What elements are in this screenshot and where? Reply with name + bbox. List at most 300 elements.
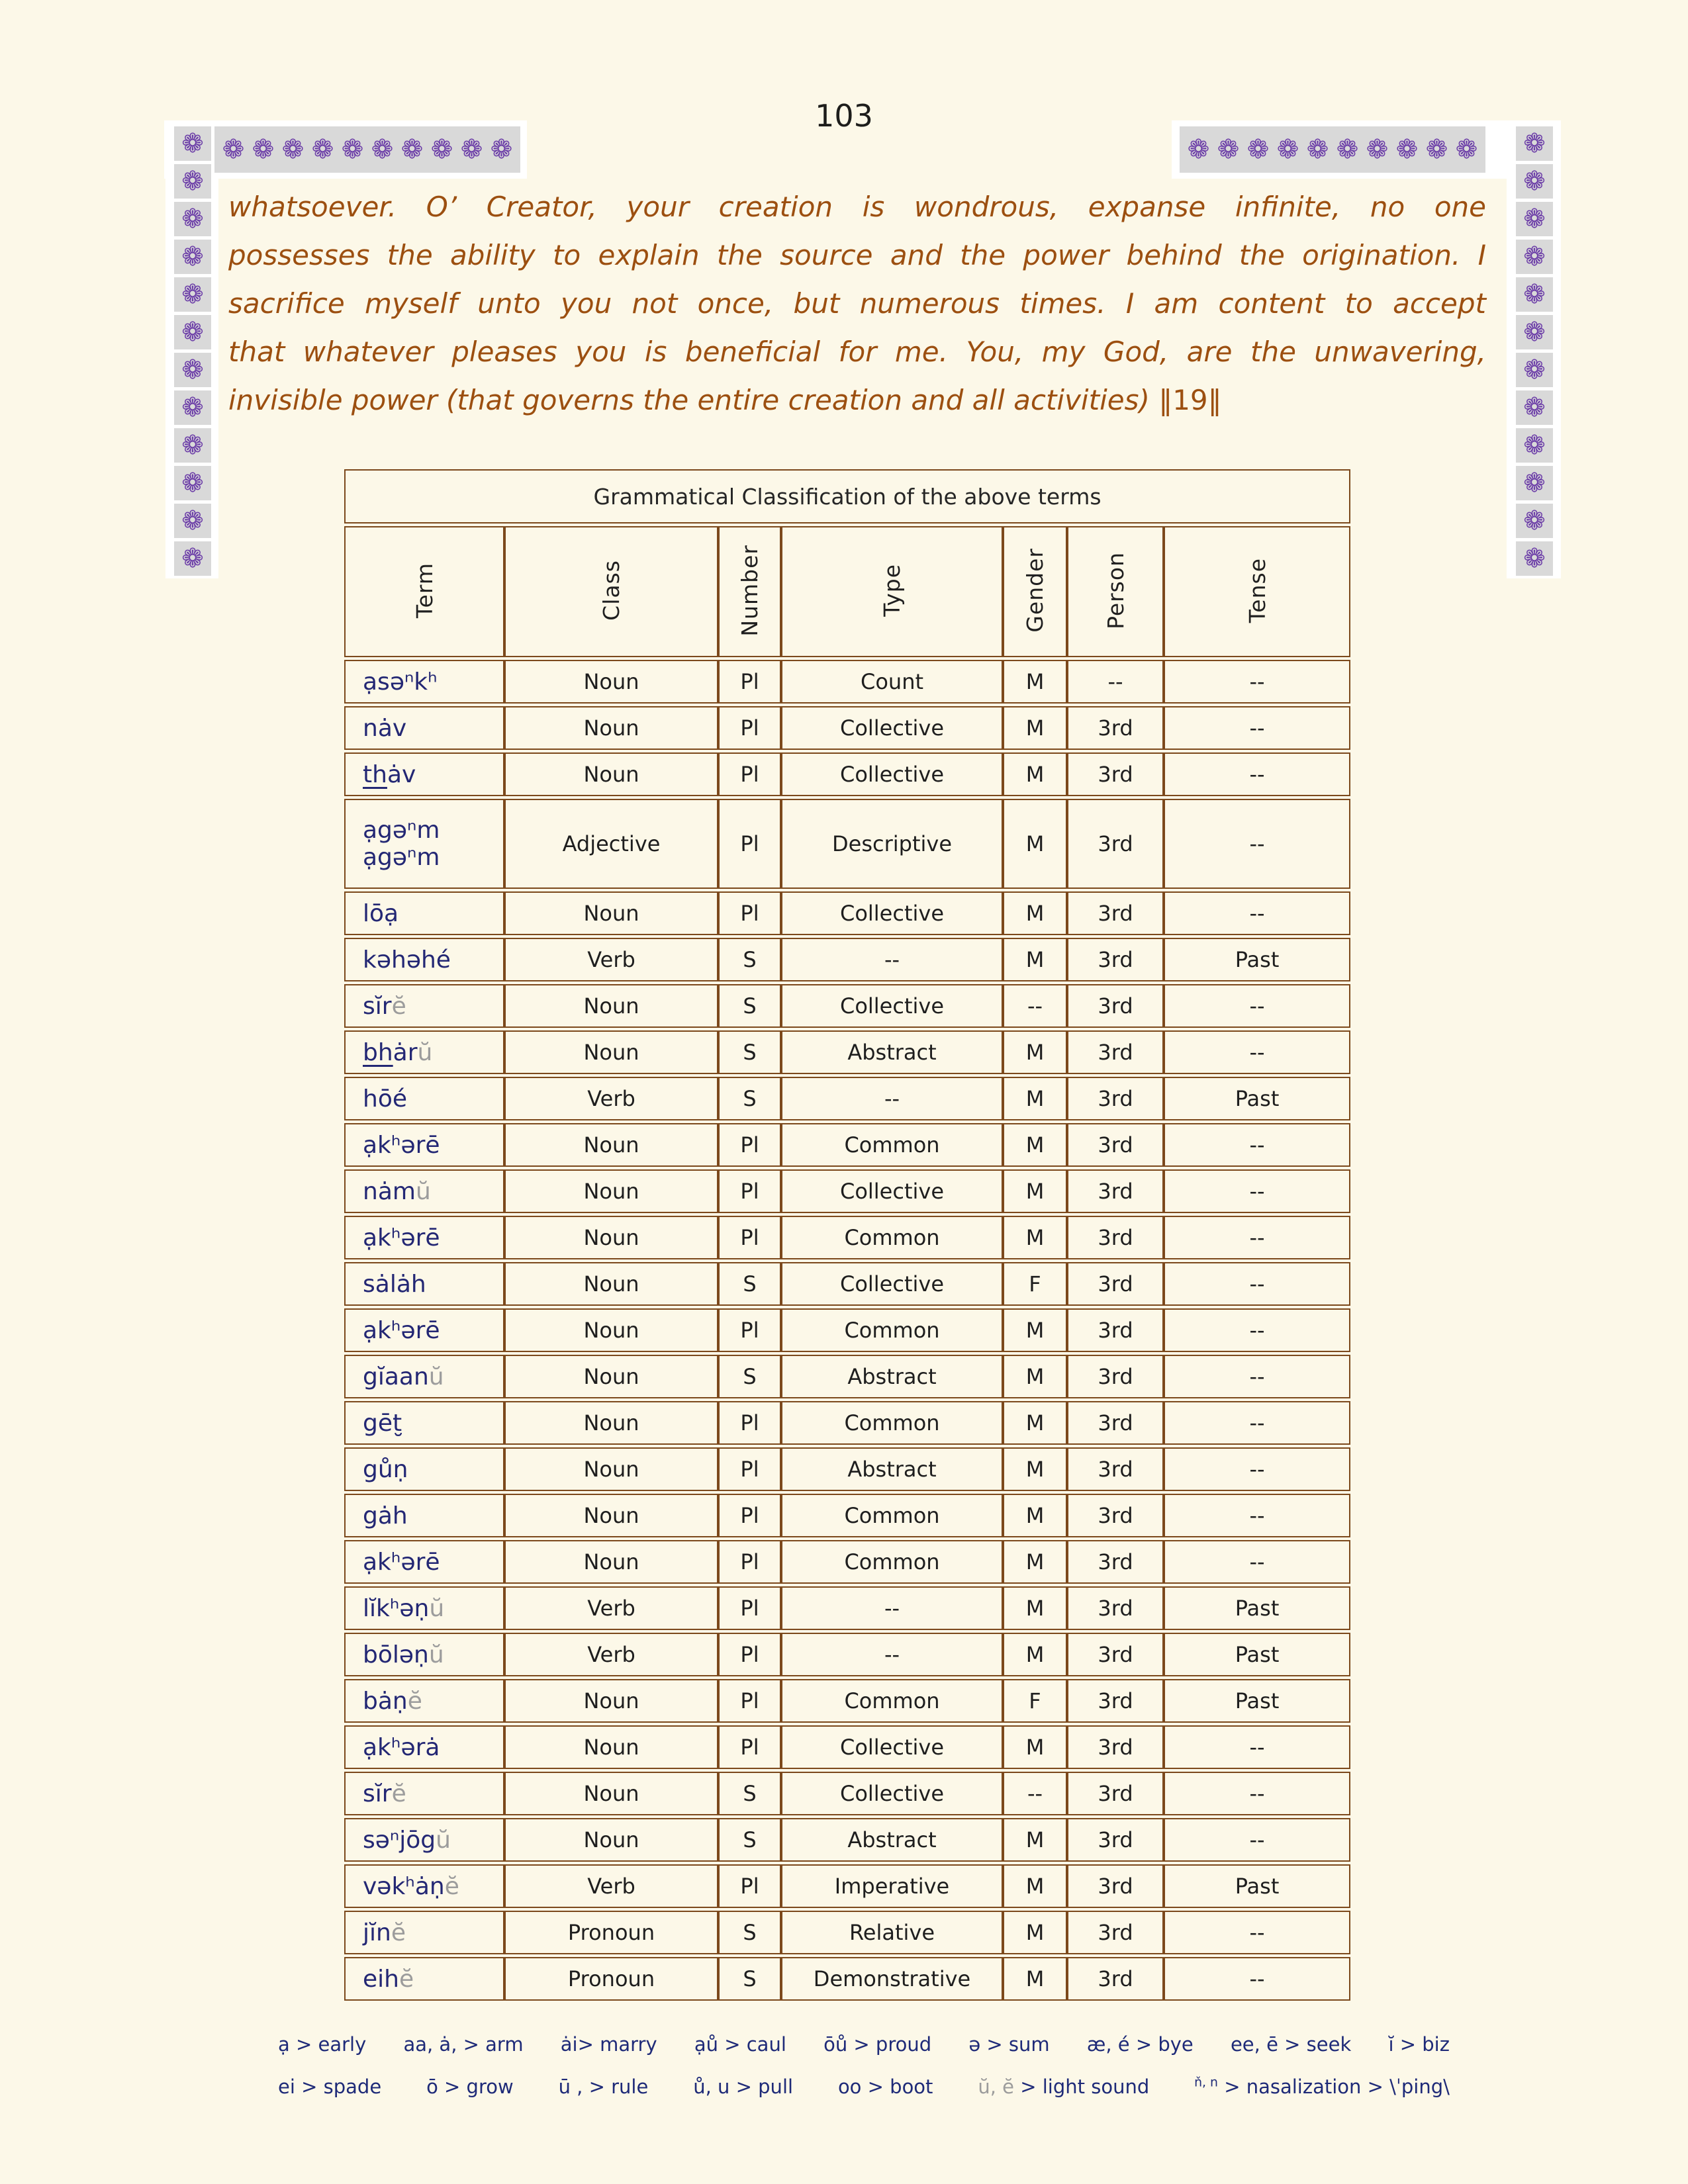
cell-term: [344, 1679, 504, 1723]
cell-type: --: [781, 938, 1003, 981]
text-segment: ū , > rule: [558, 2075, 649, 2098]
cell-term: [344, 1772, 504, 1815]
text-segment: ạkʰərē: [363, 1131, 440, 1159]
paragraph-line: [228, 376, 1486, 424]
page-number: 103: [815, 98, 873, 134]
cell-person: 3rd: [1067, 1818, 1164, 1862]
text-segment: ŭ: [429, 1594, 445, 1622]
cell-tense: --: [1164, 1772, 1350, 1815]
table-row: [344, 1818, 1350, 1862]
text-segment: gĭaan: [363, 1363, 429, 1390]
text-segment: ȧi> marry: [560, 2033, 657, 2056]
cell-gender: M: [1003, 1633, 1067, 1676]
flower-icon: ❁: [1217, 134, 1240, 165]
table-row: [344, 1494, 1350, 1537]
cell-gender: M: [1003, 1911, 1067, 1954]
cell-person: 3rd: [1067, 799, 1164, 889]
cell-tense: --: [1164, 799, 1350, 889]
text-segment: ĕ: [391, 1919, 406, 1946]
text-segment: lĭkʰəṇ: [363, 1594, 430, 1622]
text-segment: ee, ē > seek: [1230, 2033, 1352, 2056]
cell-term: [344, 1169, 504, 1213]
text-segment: nȧm: [363, 1177, 416, 1205]
cell-gender: M: [1003, 1169, 1067, 1213]
table-row: [344, 1123, 1350, 1167]
text-segment: ạ > early: [278, 2033, 367, 2056]
cell-class: Noun: [504, 891, 718, 935]
cell-type: Imperative: [781, 1864, 1003, 1908]
column-header-class: Class: [504, 526, 718, 657]
cell-tense: --: [1164, 1818, 1350, 1862]
table-header-row: [344, 526, 1350, 657]
cell-term: [344, 1123, 504, 1167]
cell-class: Noun: [504, 1401, 718, 1445]
text-segment: ŭ, ĕ: [978, 2075, 1014, 2098]
paragraph-line: whatsoever. O’ Creator, your creation is wondrous, expanse infinite, no one: [228, 191, 1486, 223]
cell-term: [344, 799, 504, 889]
column-header-term: Term: [344, 526, 504, 657]
cell-number: Pl: [718, 1864, 781, 1908]
cell-type: Count: [781, 660, 1003, 704]
cell-person: 3rd: [1067, 1169, 1164, 1213]
cell-person: 3rd: [1067, 1494, 1164, 1537]
ornament-tile: [174, 315, 211, 349]
cell-type: Demonstrative: [781, 1957, 1003, 2001]
flower-icon: ❁: [1523, 317, 1546, 347]
cell-type: Common: [781, 1123, 1003, 1167]
cell-tense: Past: [1164, 1586, 1350, 1630]
cell-gender: M: [1003, 1586, 1067, 1630]
key-item: [561, 2033, 657, 2056]
flower-border-top-left: [214, 126, 520, 173]
flower-icon: ❁: [430, 134, 453, 165]
cell-term: [344, 1447, 504, 1491]
table-row: [344, 752, 1350, 796]
cell-person: 3rd: [1067, 1864, 1164, 1908]
cell-term: [344, 1957, 504, 2001]
cell-person: 3rd: [1067, 1077, 1164, 1120]
key-item: [1087, 2033, 1194, 2056]
text-segment: ō > grow: [426, 2075, 514, 2098]
cell-gender: M: [1003, 1401, 1067, 1445]
cell-term: [344, 706, 504, 750]
cell-tense: --: [1164, 752, 1350, 796]
ornament-tile: [174, 126, 211, 161]
text-segment: ŭ: [428, 1641, 444, 1668]
cell-person: 3rd: [1067, 1725, 1164, 1769]
cell-tense: --: [1164, 1911, 1350, 1954]
cell-type: Relative: [781, 1911, 1003, 1954]
cell-number: S: [718, 1355, 781, 1398]
flower-icon: ❁: [181, 204, 204, 234]
cell-person: 3rd: [1067, 984, 1164, 1028]
cell-type: --: [781, 1586, 1003, 1630]
ornament-tile: [174, 277, 211, 312]
cell-tense: --: [1164, 1540, 1350, 1584]
ornament-tile: [174, 353, 211, 387]
text-segment: th: [363, 760, 387, 788]
cell-term: [344, 1308, 504, 1352]
table-title-row: [344, 469, 1350, 523]
cell-type: Common: [781, 1216, 1003, 1259]
text-segment: > nasalization > \ˈping\: [1217, 2075, 1450, 2098]
cell-class: Noun: [504, 1494, 718, 1537]
text-segment: ȧr: [393, 1038, 418, 1066]
cell-gender: M: [1003, 1447, 1067, 1491]
text-segment: ạkʰərē: [363, 1224, 440, 1251]
cell-tense: --: [1164, 1494, 1350, 1537]
cell-class: Verb: [504, 1633, 718, 1676]
cell-class: Noun: [504, 984, 718, 1028]
cell-type: Common: [781, 1679, 1003, 1723]
cell-gender: M: [1003, 1494, 1067, 1537]
cell-tense: --: [1164, 1355, 1350, 1398]
cell-class: Noun: [504, 1355, 718, 1398]
cell-type: Collective: [781, 1169, 1003, 1213]
cell-person: 3rd: [1067, 1540, 1164, 1584]
text-segment: səⁿjōg: [363, 1826, 436, 1854]
ornament-tile: [1516, 353, 1553, 387]
flower-icon: ❁: [1336, 134, 1359, 165]
cell-gender: M: [1003, 1216, 1067, 1259]
text-segment: ĕ: [399, 1965, 414, 1993]
text-segment: ei > spade: [278, 2075, 382, 2098]
flower-icon: ❁: [1523, 242, 1546, 272]
flower-icon: ❁: [1523, 392, 1546, 423]
cell-class: Noun: [504, 1308, 718, 1352]
key-item: [838, 2075, 933, 2098]
cell-term: [344, 1725, 504, 1769]
flower-icon: ❁: [1523, 128, 1546, 159]
flower-icon: ❁: [1523, 468, 1546, 498]
cell-type: --: [781, 1077, 1003, 1120]
table-row: [344, 1216, 1350, 1259]
flower-icon: ❁: [490, 134, 513, 165]
text-segment: ŭ: [415, 1177, 431, 1205]
cell-person: 3rd: [1067, 752, 1164, 796]
cell-gender: M: [1003, 1308, 1067, 1352]
text-segment: bȧṇ: [363, 1687, 408, 1715]
flower-icon: ❁: [1276, 134, 1299, 165]
ornament-tile: [1516, 390, 1553, 425]
cell-tense: Past: [1164, 1077, 1350, 1120]
ornament-tile: [1516, 541, 1553, 576]
cell-person: 3rd: [1067, 1216, 1164, 1259]
text-segment: ŭ: [428, 1363, 444, 1390]
text-segment: sĭr: [363, 992, 392, 1020]
cell-class: Pronoun: [504, 1911, 718, 1954]
cell-person: 3rd: [1067, 938, 1164, 981]
cell-person: 3rd: [1067, 1586, 1164, 1630]
table-row: [344, 938, 1350, 981]
flower-icon: ❁: [1523, 355, 1546, 385]
text-segment: gēt̮: [363, 1409, 402, 1437]
grammar-table: [344, 467, 1350, 2003]
cell-person: --: [1067, 660, 1164, 704]
ornament-tile: [174, 541, 211, 576]
text-segment: ạů > caul: [694, 2033, 786, 2056]
table-row: [344, 1401, 1350, 1445]
column-header-number: Number: [718, 526, 781, 657]
key-item: [823, 2033, 931, 2056]
flower-icon: ❁: [1523, 543, 1546, 574]
cell-term: [344, 1633, 504, 1676]
key-item: [559, 2075, 649, 2098]
table-row: [344, 1308, 1350, 1352]
ornament-tile: [1516, 277, 1553, 312]
table-row: [344, 891, 1350, 935]
cell-tense: --: [1164, 706, 1350, 750]
text-segment: sĭr: [363, 1780, 392, 1807]
paragraph-line: possesses the ability to explain the source and the power behind the origination. I: [228, 239, 1486, 271]
text-segment: ŭ: [417, 1038, 433, 1066]
flower-border-right: [1516, 126, 1553, 576]
table-row: [344, 1077, 1350, 1120]
flower-icon: ❁: [341, 134, 364, 165]
cell-type: Common: [781, 1540, 1003, 1584]
text-segment: eih: [363, 1965, 399, 1993]
ornament-tile: [1516, 428, 1553, 463]
text-segment: ạkʰərȧ: [363, 1733, 440, 1761]
table-row: [344, 1633, 1350, 1676]
text-segment: ŭ: [436, 1826, 451, 1854]
cell-term: [344, 938, 504, 981]
cell-tense: --: [1164, 1401, 1350, 1445]
cell-gender: M: [1003, 891, 1067, 935]
cell-tense: --: [1164, 984, 1350, 1028]
cell-number: Pl: [718, 752, 781, 796]
cell-number: Pl: [718, 1586, 781, 1630]
cell-number: Pl: [718, 1216, 781, 1259]
cell-tense: --: [1164, 1262, 1350, 1306]
table-row: [344, 799, 1350, 889]
cell-number: S: [718, 938, 781, 981]
flower-icon: ❁: [181, 430, 204, 461]
cell-tense: --: [1164, 1725, 1350, 1769]
flower-icon: ❁: [1455, 134, 1478, 165]
ornament-tile: [174, 164, 211, 199]
cell-tense: Past: [1164, 1864, 1350, 1908]
table-row: [344, 984, 1350, 1028]
flower-icon: ❁: [1425, 134, 1448, 165]
cell-class: Noun: [504, 1540, 718, 1584]
cell-tense: Past: [1164, 1679, 1350, 1723]
pronunciation-key-line-2: [278, 2075, 1450, 2098]
table-row: [344, 1169, 1350, 1213]
cell-person: 3rd: [1067, 1772, 1164, 1815]
paragraph-line: sacrifice myself unto you not once, but numerous times. I am content to accept: [228, 287, 1486, 320]
cell-type: Collective: [781, 984, 1003, 1028]
cell-person: 3rd: [1067, 1633, 1164, 1676]
cell-number: S: [718, 1957, 781, 2001]
table-row: [344, 1772, 1350, 1815]
cell-class: Noun: [504, 1447, 718, 1491]
flower-icon: ❁: [1366, 134, 1389, 165]
flower-icon: ❁: [281, 134, 305, 165]
ornament-tile: [174, 428, 211, 463]
text-segment: ạsəⁿkʰ: [363, 668, 438, 696]
text-segment: ĕ: [391, 1780, 406, 1807]
cell-number: Pl: [718, 891, 781, 935]
column-header-gender: Gender: [1003, 526, 1067, 657]
flower-icon: ❁: [1306, 134, 1329, 165]
cell-class: Noun: [504, 1262, 718, 1306]
cell-term: [344, 1540, 504, 1584]
cell-class: Noun: [504, 1679, 718, 1723]
flower-icon: ❁: [1523, 279, 1546, 310]
cell-type: Collective: [781, 752, 1003, 796]
cell-number: S: [718, 1262, 781, 1306]
cell-gender: M: [1003, 1957, 1067, 2001]
flower-icon: ❁: [1523, 430, 1546, 461]
cell-gender: M: [1003, 1030, 1067, 1074]
flower-icon: ❁: [181, 392, 204, 423]
text-segment: gȧh: [363, 1502, 408, 1529]
flower-icon: ❁: [460, 134, 483, 165]
cell-tense: --: [1164, 1030, 1350, 1074]
flower-icon: ❁: [1523, 506, 1546, 536]
cell-person: 3rd: [1067, 1957, 1164, 2001]
verse-paragraph: [228, 183, 1486, 424]
pronunciation-key: [278, 2033, 1450, 2098]
text-segment: > light sound: [1013, 2075, 1150, 2098]
text-segment: jĭn: [363, 1919, 391, 1946]
flower-icon: ❁: [371, 134, 394, 165]
cell-number: Pl: [718, 1169, 781, 1213]
cell-number: Pl: [718, 706, 781, 750]
paragraph-line: that whatever pleases you is beneficial for me. You, my God, are the unwavering,: [228, 336, 1486, 368]
flower-icon: ❁: [181, 128, 204, 159]
column-header-person: Person: [1067, 526, 1164, 657]
cell-person: 3rd: [1067, 1401, 1164, 1445]
cell-class: Noun: [504, 1818, 718, 1862]
cell-gender: M: [1003, 1123, 1067, 1167]
paragraph-text: invisible power (that governs the entire creation and all activities): [228, 384, 1159, 416]
key-item: [968, 2033, 1049, 2056]
cell-class: Verb: [504, 1586, 718, 1630]
cell-number: S: [718, 984, 781, 1028]
cell-person: 3rd: [1067, 1911, 1164, 1954]
table-row: [344, 1262, 1350, 1306]
cell-term: [344, 1586, 504, 1630]
ornament-tile: [174, 240, 211, 274]
cell-gender: M: [1003, 706, 1067, 750]
flower-icon: ❁: [1395, 134, 1419, 165]
ornament-tile: [1516, 126, 1553, 161]
cell-tense: --: [1164, 891, 1350, 935]
flower-icon: ❁: [400, 134, 424, 165]
column-header-type: Type: [781, 526, 1003, 657]
cell-type: Collective: [781, 706, 1003, 750]
cell-term: [344, 1818, 504, 1862]
table-row: [344, 1447, 1350, 1491]
cell-class: Verb: [504, 1864, 718, 1908]
cell-gender: F: [1003, 1262, 1067, 1306]
key-item: [426, 2075, 514, 2098]
text-segment: ĕ: [391, 992, 406, 1020]
key-item: [694, 2033, 786, 2056]
text-segment: ň, n: [1194, 2075, 1218, 2090]
cell-class: Noun: [504, 1772, 718, 1815]
cell-number: Pl: [718, 1540, 781, 1584]
cell-number: Pl: [718, 1725, 781, 1769]
cell-person: 3rd: [1067, 1308, 1164, 1352]
cell-number: S: [718, 1911, 781, 1954]
key-item: [278, 2075, 381, 2098]
cell-tense: --: [1164, 1957, 1350, 2001]
cell-number: Pl: [718, 1679, 781, 1723]
ornament-tile: [1516, 466, 1553, 500]
cell-type: Common: [781, 1401, 1003, 1445]
cell-gender: M: [1003, 752, 1067, 796]
cell-number: Pl: [718, 1401, 781, 1445]
text-segment: ạkʰərē: [363, 1316, 440, 1344]
cell-person: 3rd: [1067, 1355, 1164, 1398]
cell-tense: --: [1164, 1308, 1350, 1352]
cell-term: [344, 1911, 504, 1954]
cell-type: Abstract: [781, 1818, 1003, 1862]
cell-gender: M: [1003, 799, 1067, 889]
cell-person: 3rd: [1067, 1679, 1164, 1723]
cell-class: Verb: [504, 1077, 718, 1120]
cell-class: Noun: [504, 1169, 718, 1213]
flower-icon: ❁: [181, 543, 204, 574]
cell-type: --: [781, 1633, 1003, 1676]
flower-icon: ❁: [1246, 134, 1270, 165]
text-segment: ȧv: [387, 760, 416, 788]
cell-class: Noun: [504, 1123, 718, 1167]
cell-gender: F: [1003, 1679, 1067, 1723]
text-segment: kəhəhé: [363, 946, 451, 974]
text-segment: vəkʰȧṇ: [363, 1872, 445, 1900]
cell-gender: --: [1003, 984, 1067, 1028]
text-segment: ạkʰərē: [363, 1548, 440, 1576]
flower-icon: ❁: [181, 468, 204, 498]
cell-type: Common: [781, 1494, 1003, 1537]
cell-number: S: [718, 1818, 781, 1862]
cell-term: [344, 752, 504, 796]
cell-class: Noun: [504, 1725, 718, 1769]
cell-term: [344, 1030, 504, 1074]
cell-type: Collective: [781, 1772, 1003, 1815]
key-item: [403, 2033, 523, 2056]
table-row: [344, 1586, 1350, 1630]
text-segment: ĕ: [444, 1872, 459, 1900]
cell-term: [344, 891, 504, 935]
text-segment: hōé: [363, 1085, 407, 1113]
cell-class: Noun: [504, 660, 718, 704]
cell-number: Pl: [718, 660, 781, 704]
flower-icon: ❁: [181, 506, 204, 536]
cell-type: Abstract: [781, 1355, 1003, 1398]
cell-person: 3rd: [1067, 1123, 1164, 1167]
ornament-tile: [174, 202, 211, 236]
cell-class: Verb: [504, 938, 718, 981]
cell-person: 3rd: [1067, 891, 1164, 935]
cell-number: Pl: [718, 1633, 781, 1676]
cell-tense: Past: [1164, 938, 1350, 981]
cell-gender: M: [1003, 660, 1067, 704]
cell-gender: M: [1003, 1355, 1067, 1398]
text-segment: ạgəⁿm: [363, 817, 440, 844]
text-segment: gůṇ: [363, 1455, 408, 1483]
ornament-tile: [174, 466, 211, 500]
cell-tense: --: [1164, 1169, 1350, 1213]
ornament-tile: [174, 504, 211, 538]
text-segment: ĭ > biz: [1388, 2033, 1450, 2056]
cell-class: Noun: [504, 706, 718, 750]
ornament-tile: [1516, 240, 1553, 274]
